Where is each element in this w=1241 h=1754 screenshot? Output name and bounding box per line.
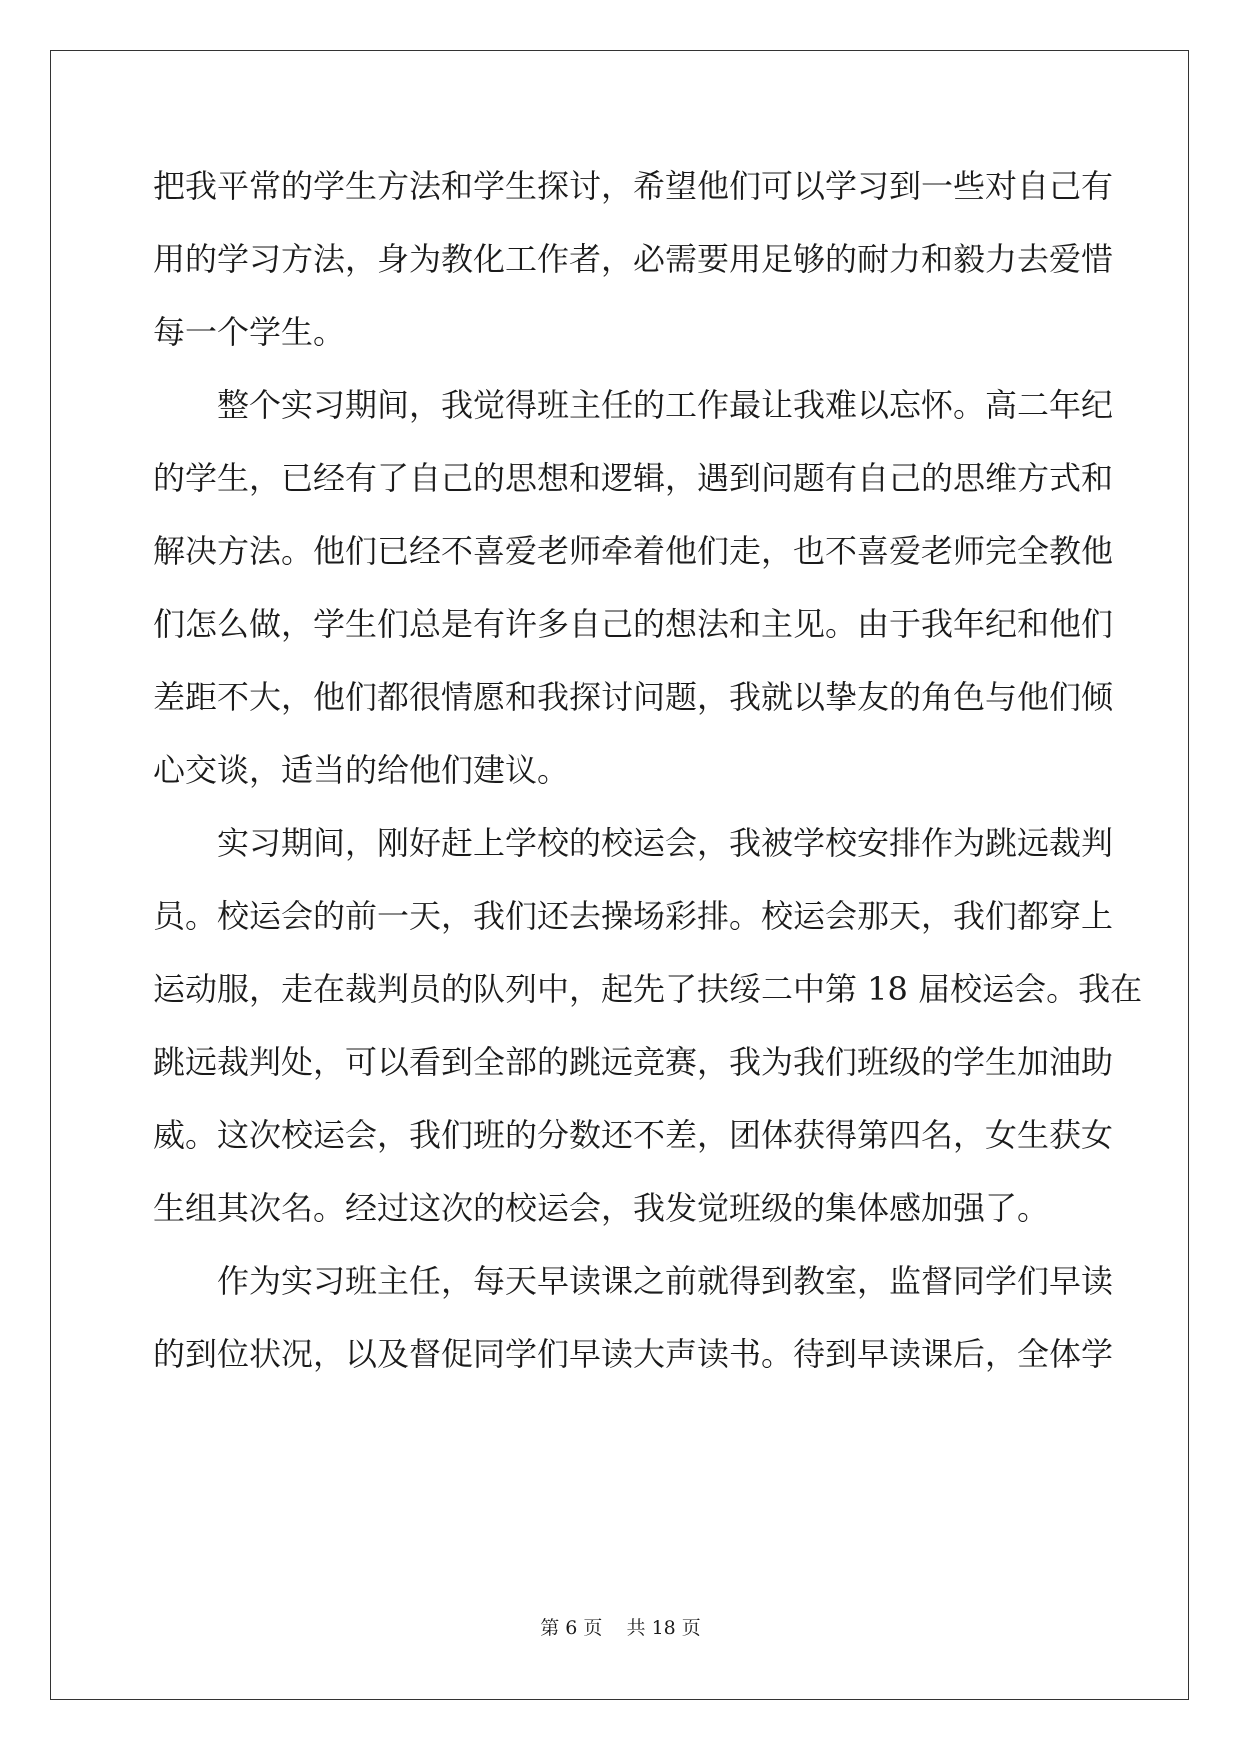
text-line: 差距不大，他们都很情愿和我探讨问题，我就以挚友的角色与他们倾 bbox=[153, 678, 1114, 716]
page-total: 共 18 页 bbox=[626, 1617, 701, 1639]
text-line: 跳远裁判处，可以看到全部的跳远竞赛，我为我们班级的学生加油助 bbox=[153, 1043, 1114, 1081]
text-line: 生组其次名。经过这次的校运会，我发觉班级的集体感加强了。 bbox=[153, 1189, 1050, 1227]
text-line: 的学生，已经有了自己的思想和逻辑，遇到问题有自己的思维方式和 bbox=[153, 459, 1114, 497]
text-line: 用的学习方法，身为教化工作者，必需要用足够的耐力和毅力去爱惜 bbox=[153, 240, 1114, 278]
text-line: 们怎么做，学生们总是有许多自己的想法和主见。由于我年纪和他们 bbox=[153, 605, 1114, 643]
text-line: 每一个学生。 bbox=[153, 313, 346, 351]
text-line: 实习期间，刚好赶上学校的校运会，我被学校安排作为跳远裁判 bbox=[153, 824, 1114, 862]
text-line: 整个实习期间，我觉得班主任的工作最让我难以忘怀。高二年纪 bbox=[153, 386, 1114, 424]
text-line: 心交谈，适当的给他们建议。 bbox=[153, 751, 570, 789]
page-number: 第 6 页 bbox=[540, 1617, 603, 1639]
text-line: 运动服，走在裁判员的队列中，起先了扶绥二中第 18 届校运会。我在 bbox=[153, 970, 1143, 1008]
text-line: 的到位状况，以及督促同学们早读大声读书。待到早读课后，全体学 bbox=[153, 1335, 1114, 1373]
text-line: 员。校运会的前一天，我们还去操场彩排。校运会那天，我们都穿上 bbox=[153, 897, 1114, 935]
page-footer bbox=[0, 1616, 1241, 1640]
text-line: 作为实习班主任，每天早读课之前就得到教室，监督同学们早读 bbox=[153, 1262, 1114, 1300]
page-border bbox=[50, 50, 1189, 1700]
text-line: 解决方法。他们已经不喜爱老师牵着他们走，也不喜爱老师完全教他 bbox=[153, 532, 1114, 570]
text-line: 威。这次校运会，我们班的分数还不差，团体获得第四名，女生获女 bbox=[153, 1116, 1114, 1154]
text-line: 把我平常的学生方法和学生探讨，希望他们可以学习到一些对自己有 bbox=[153, 167, 1114, 205]
